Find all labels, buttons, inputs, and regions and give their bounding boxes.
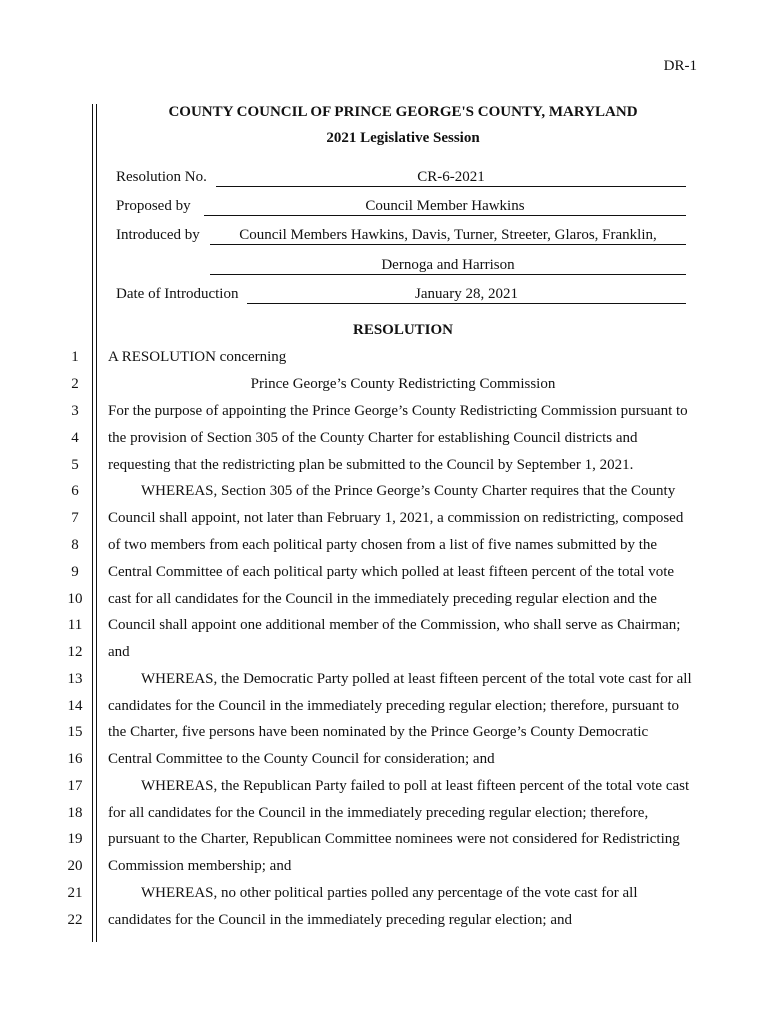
body-line: Central Committee of each political party which polled at least fifteen percent of the total vote (108, 564, 675, 580)
body-line: For the purpose of appointing the Prince George’s County Redistricting Commission pursuant to (108, 403, 688, 419)
body-line: for all candidates for the Council in the immediately preceding regular election; therefore, (108, 805, 649, 821)
line-number: 6 (71, 483, 79, 499)
line-number: 15 (67, 724, 83, 740)
line-number: 21 (67, 885, 83, 901)
introduced-by-label: Introduced by (116, 227, 200, 243)
body-line: of two members from each political party chosen from a list of five names submitted by the (108, 537, 658, 553)
body-line: Central Committee to the County Council for consideration; and (108, 751, 495, 767)
line-number: 1 (71, 349, 79, 365)
proposed-by-value: Council Member Hawkins (204, 198, 686, 216)
line-number: 13 (67, 671, 83, 687)
line-number: 7 (71, 510, 79, 526)
body-line: WHEREAS, the Republican Party failed to poll at least fifteen percent of the total vote cast (141, 778, 690, 794)
line-number: 4 (71, 430, 79, 446)
line-number: 12 (67, 644, 83, 660)
line-number: 9 (71, 564, 79, 580)
body-line: candidates for the Council in the immediately preceding regular election; therefore, pursuant to (108, 698, 680, 714)
resolution-subject: Prince George’s County Redistricting Commission (250, 376, 556, 392)
body-line: WHEREAS, the Democratic Party polled at least fifteen percent of the total vote cast for all (141, 671, 692, 687)
body-line: A RESOLUTION concerning (108, 349, 287, 365)
line-number: 3 (71, 403, 79, 419)
line-number: 2 (71, 376, 79, 392)
body-line: the provision of Section 305 of the County Charter for establishing Council districts and (108, 430, 638, 446)
resolution-number-label: Resolution No. (116, 169, 207, 185)
line-number: 18 (67, 805, 83, 821)
line-number: 11 (67, 617, 83, 633)
line-number: 17 (67, 778, 83, 794)
body-line: cast for all candidates for the Council in the immediately preceding regular election and the (108, 591, 657, 607)
body-line: candidates for the Council in the immediately preceding regular election; and (108, 912, 572, 928)
line-number: 8 (71, 537, 79, 553)
body-line: pursuant to the Charter, Republican Committee nominees were not considered for Redistricting (108, 831, 680, 847)
body-line: Council shall appoint one additional member of the Commission, who shall serve as Chairman; (108, 617, 681, 633)
introduced-by-value: Council Members Hawkins, Davis, Turner, Streeter, Glaros, Franklin, (210, 227, 686, 245)
line-number: 16 (67, 751, 83, 767)
body-line: the Charter, five persons have been nominated by the Prince George’s County Democratic (108, 724, 649, 740)
resolution-number-value: CR-6-2021 (216, 169, 686, 187)
line-number: 20 (67, 858, 83, 874)
session-title: 2021 Legislative Session (326, 130, 480, 146)
body-line: WHEREAS, Section 305 of the Prince George’s County Charter requires that the County (141, 483, 676, 499)
date-of-introduction-value: January 28, 2021 (247, 286, 686, 304)
body-line: Commission membership; and (108, 858, 292, 874)
introduced-by-value-continued: Dernoga and Harrison (210, 257, 686, 275)
page-code: DR-1 (663, 58, 697, 74)
line-number: 19 (67, 831, 83, 847)
resolution-heading: RESOLUTION (352, 322, 454, 338)
body-line: and (108, 644, 130, 660)
line-number-rule (92, 104, 97, 942)
line-number: 22 (67, 912, 83, 928)
date-of-introduction-label: Date of Introduction (116, 286, 239, 302)
document-title: COUNTY COUNCIL OF PRINCE GEORGE'S COUNTY, MARYLAND (168, 104, 638, 120)
proposed-by-label: Proposed by (116, 198, 191, 214)
line-number: 5 (71, 457, 79, 473)
line-number: 14 (67, 698, 83, 714)
line-number: 10 (67, 591, 83, 607)
body-line: WHEREAS, no other political parties polled any percentage of the vote cast for all (141, 885, 638, 901)
body-line: Council shall appoint, not later than February 1, 2021, a commission on redistricting, composed (108, 510, 684, 526)
body-line: requesting that the redistricting plan be submitted to the Council by September 1, 2021. (108, 457, 634, 473)
